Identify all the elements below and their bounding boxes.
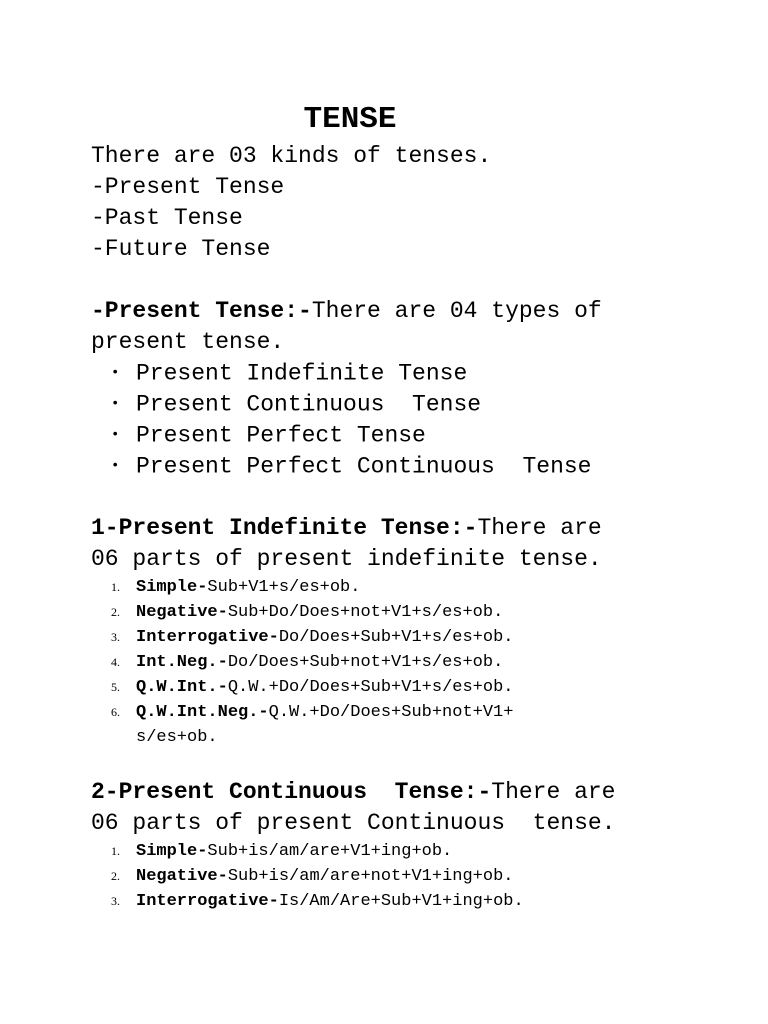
list-number: 1.	[111, 580, 120, 594]
continuous-section-heading: 2-Present Continuous Tense:-	[91, 779, 492, 805]
continuous-section-text-continued: 06 parts of present Continuous tense.	[91, 810, 616, 836]
list-item-formula: Is/Am/Are+Sub+V1+ing+ob.	[278, 892, 524, 911]
indefinite-section-heading: 1-Present Indefinite Tense:-	[91, 515, 478, 541]
tense-kind-present: -Present Tense	[91, 174, 285, 200]
list-item	[111, 889, 524, 914]
list-item-formula: Do/Does+Sub+V1+s/es+ob.	[278, 628, 514, 647]
tense-kind-past: -Past Tense	[91, 205, 243, 231]
list-number: 5.	[111, 680, 120, 694]
indefinite-section-text: There are	[477, 515, 602, 541]
bullet-item	[111, 358, 467, 390]
list-item-formula-continued: s/es+ob.	[136, 728, 218, 747]
bullet-item-label: Present Continuous Tense	[136, 391, 482, 418]
list-item-formula: Sub+Do/Does+not+V1+s/es+ob.	[227, 603, 504, 622]
list-item-label: Int.Neg.-	[136, 653, 228, 672]
bullet-icon: •	[111, 396, 120, 412]
indefinite-section-heading-line	[91, 513, 602, 544]
list-item-formula: Q.W.+Do/Does+Sub+not+V1+	[268, 703, 514, 722]
list-item	[111, 864, 513, 889]
list-item-label: Q.W.Int.Neg.-	[136, 703, 269, 722]
list-item-label: Negative-	[136, 867, 228, 886]
bullet-icon: •	[111, 458, 120, 474]
present-section-text: There are 04 types of	[311, 298, 602, 324]
tense-kind-future: -Future Tense	[91, 236, 271, 262]
present-section-text-continued: present tense.	[91, 329, 285, 355]
continuous-section-heading-line	[91, 777, 616, 808]
bullet-item-label: Present Indefinite Tense	[136, 360, 468, 387]
intro-line: There are 03 kinds of tenses.	[91, 143, 492, 169]
page-title: TENSE	[303, 102, 397, 137]
list-item-formula: Sub+is/am/are+not+V1+ing+ob.	[227, 867, 514, 886]
list-item-label: Simple-	[136, 842, 208, 861]
present-section-heading: -Present Tense:-	[91, 298, 312, 324]
list-item-label: Interrogative-	[136, 628, 279, 647]
list-item-label: Interrogative-	[136, 892, 279, 911]
bullet-item	[111, 389, 481, 421]
list-number: 1.	[111, 844, 120, 858]
list-item-formula: Do/Does+Sub+not+V1+s/es+ob.	[227, 653, 504, 672]
list-item-formula: Sub+V1+s/es+ob.	[207, 578, 361, 597]
bullet-item	[111, 451, 591, 483]
bullet-icon: •	[111, 427, 120, 443]
bullet-item	[111, 420, 426, 452]
list-number: 4.	[111, 655, 120, 669]
list-number: 3.	[111, 894, 120, 908]
list-item	[111, 650, 503, 675]
list-item	[111, 575, 360, 600]
list-item	[111, 839, 452, 864]
list-item	[111, 600, 503, 625]
continuous-section-text: There are	[491, 779, 616, 805]
list-item-formula: Q.W.+Do/Does+Sub+V1+s/es+ob.	[227, 678, 514, 697]
list-item	[111, 675, 513, 700]
bullet-icon: •	[111, 365, 120, 381]
bullet-item-label: Present Perfect Continuous Tense	[136, 453, 592, 480]
indefinite-section-text-continued: 06 parts of present indefinite tense.	[91, 546, 602, 572]
bullet-item-label: Present Perfect Tense	[136, 422, 426, 449]
list-number: 2.	[111, 869, 120, 883]
list-item-label: Simple-	[136, 578, 208, 597]
present-section-heading-line	[91, 296, 602, 327]
list-number: 6.	[111, 705, 120, 719]
list-item-label: Negative-	[136, 603, 228, 622]
list-item-label: Q.W.Int.-	[136, 678, 228, 697]
list-item	[111, 625, 513, 650]
list-number: 3.	[111, 630, 120, 644]
list-item	[111, 700, 513, 725]
list-number: 2.	[111, 605, 120, 619]
list-item-formula: Sub+is/am/are+V1+ing+ob.	[207, 842, 453, 861]
